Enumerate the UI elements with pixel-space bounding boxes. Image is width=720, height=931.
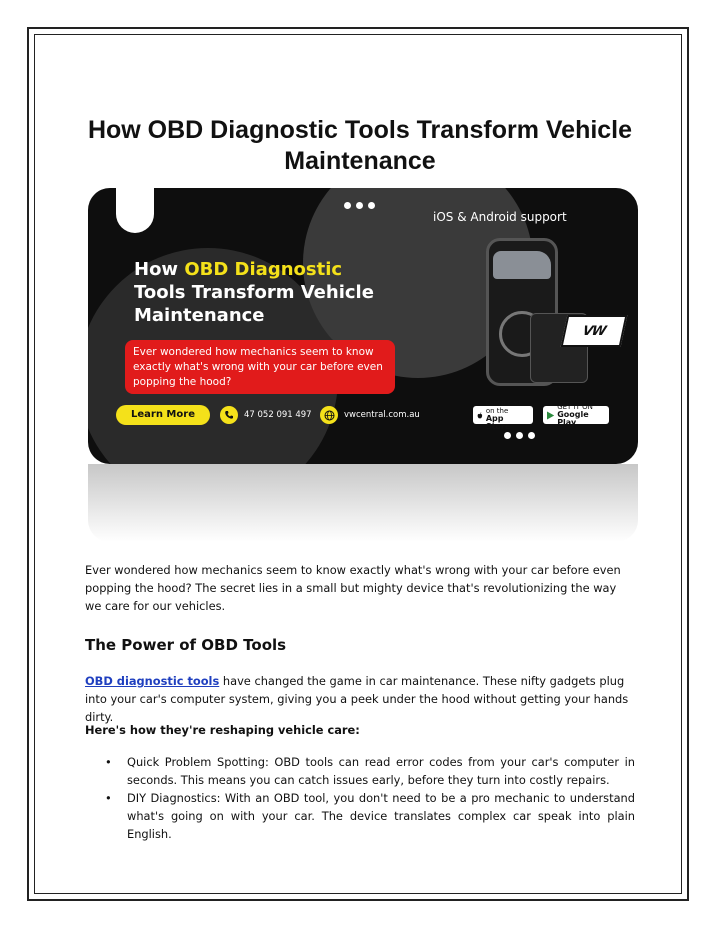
section-subheading: Here's how they're reshaping vehicle care:: [85, 723, 360, 737]
globe-icon: [320, 406, 338, 424]
learn-more-button: Learn More: [116, 405, 210, 425]
google-play-badge: GET IT ON Google Play: [543, 406, 609, 424]
list-item: • Quick Problem Spotting: OBD tools can read error codes from your car's computer in seconds. This means you can catch issues early, before they turn into costly repairs.: [105, 755, 635, 787]
platform-support-text: iOS & Android support: [433, 210, 567, 224]
website-contact: vwcentral.com.au: [320, 406, 420, 424]
banner-callout: Ever wondered how mechanics seem to know exactly what's wrong with your car before even popping the hood?: [125, 340, 395, 394]
promo-banner-image: [88, 188, 638, 464]
phone-contact: 47 052 091 497: [220, 406, 312, 424]
vw-central-logo: VW: [561, 315, 628, 347]
logo-subtext: CENTRAL: [566, 338, 602, 346]
car-image: [493, 251, 551, 279]
list-item: • DIY Diagnostics: With an OBD tool, you don't need to be a pro mechanic to understand what's going on with your car. The device translates complex car speak into plain English.: [105, 791, 635, 841]
banner-heading: How OBD Diagnostic Tools Transform Vehicle Maintenance: [134, 259, 374, 326]
benefits-list: [85, 753, 635, 843]
page-title: How OBD Diagnostic Tools Transform Vehicle Maintenance: [87, 116, 633, 175]
section-paragraph: OBD diagnostic tools have changed the game in car maintenance. These nifty gadgets plug into your car's computer system, giving you a peek under the hood without getting your hands dirty.: [85, 674, 629, 724]
banner-tab-shape: [116, 188, 154, 233]
app-store-badge: Download on the App Store: [473, 406, 533, 424]
obd-tools-link[interactable]: OBD diagnostic tools: [85, 674, 220, 688]
apple-icon: [477, 411, 483, 420]
intro-paragraph: Ever wondered how mechanics seem to know exactly what's wrong with your car before even popping the hood? The secret lies in a small but mighty device that's revolutionizing the way we care for our vehicles.: [85, 563, 621, 613]
dots-icon: [504, 432, 535, 439]
section-heading: The Power of OBD Tools: [85, 636, 287, 654]
play-icon: [547, 411, 554, 420]
bullet-icon: •: [105, 755, 112, 769]
dots-icon: [344, 202, 375, 209]
bullet-icon: •: [105, 791, 112, 805]
phone-icon: [220, 406, 238, 424]
banner-reflection: [88, 464, 638, 542]
